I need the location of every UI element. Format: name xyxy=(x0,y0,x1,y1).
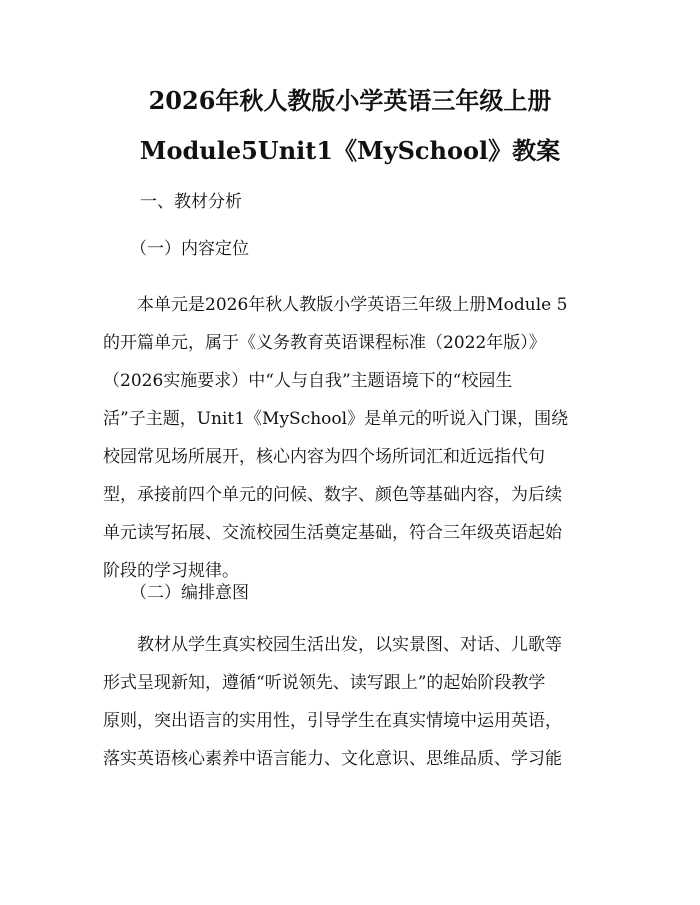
paragraph-content-positioning xyxy=(103,286,599,590)
paragraph-line: 单元读写拓展、交流校园生活奠定基础，符合三年级英语起始 xyxy=(103,523,562,543)
paragraph-arrangement-intent xyxy=(103,626,599,778)
paragraph-line: 落实英语核心素养中语言能力、文化意识、思维品质、学习能 xyxy=(103,749,562,769)
subsection-heading-arrangement-intent: （二）编排意图 xyxy=(130,583,249,603)
paragraph-line: 形式呈现新知，遵循“听说领先、读写跟上”的起始阶段教学 xyxy=(103,673,546,693)
paragraph-line: 教材从学生真实校园生活出发，以实景图、对话、儿歌等 xyxy=(137,635,562,655)
paragraph-line: 校园常见场所展开，核心内容为四个场所词汇和近远指代句 xyxy=(103,447,545,467)
section-heading-textbook-analysis: 一、教材分析 xyxy=(140,192,242,212)
document-title-line-2: Module5Unit1《MySchool》教案 xyxy=(139,136,561,165)
paragraph-line: 活”子主题，Unit1《MySchool》是单元的听说入门课，围绕 xyxy=(103,409,569,429)
paragraph-line: 的开篇单元，属于《义务教育英语课程标准（2022年版）》 xyxy=(103,333,546,353)
paragraph-line: 型，承接前四个单元的问候、数字、颜色等基础内容，为后续 xyxy=(103,485,562,505)
subsection-heading-content-positioning: （一）内容定位 xyxy=(130,239,249,259)
paragraph-line: （2026实施要求）中“人与自我”主题语境下的“校园生 xyxy=(103,371,513,391)
document-title-line-1: 2026年秋人教版小学英语三年级上册 xyxy=(148,86,552,115)
paragraph-line: 阶段的学习规律。 xyxy=(103,561,239,581)
paragraph-line: 原则，突出语言的实用性，引导学生在真实情境中运用英语， xyxy=(103,711,562,731)
paragraph-line: 本单元是2026年秋人教版小学英语三年级上册Module 5 xyxy=(137,295,568,315)
